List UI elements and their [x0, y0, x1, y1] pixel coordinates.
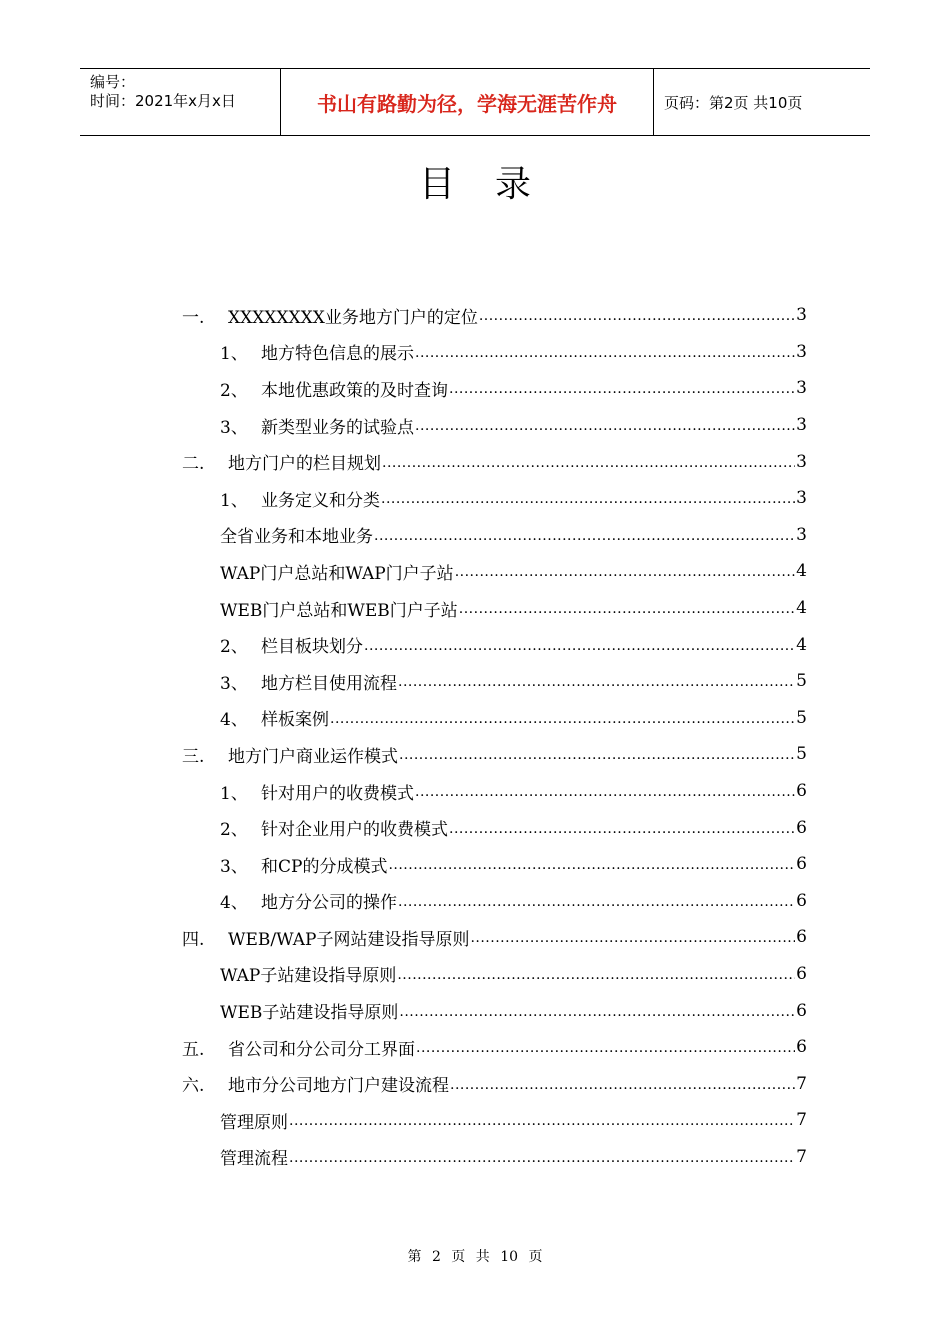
toc-entry[interactable]	[0, 919, 950, 956]
toc-entry-text: 省公司和分公司分工界面	[228, 1039, 415, 1060]
toc-entry-text: 业务定义和分类	[261, 490, 380, 511]
toc-entry-page: 3	[796, 378, 807, 399]
toc-dot-leader	[415, 781, 795, 801]
toc-entry-page: 6	[796, 890, 807, 911]
toc-entry-page: 5	[796, 744, 807, 765]
toc-dot-leader	[449, 378, 795, 398]
toc-entry-text: 针对企业用户的收费模式	[261, 820, 448, 841]
toc-entry-number: 3、	[220, 856, 248, 877]
toc-dot-leader	[388, 854, 795, 874]
toc-dot-leader	[415, 342, 795, 362]
toc-dot-leader	[364, 635, 795, 655]
toc-entry-number: 四.	[182, 929, 205, 950]
toc-entry[interactable]	[0, 736, 950, 773]
toc-entry-page: 5	[796, 707, 807, 728]
toc-entry-text: 针对用户的收费模式	[261, 783, 414, 804]
toc-entry-text: XXXXXXXX业务地方门户的定位	[228, 307, 478, 328]
toc-entry-number: 2、	[220, 820, 248, 841]
toc-entry[interactable]	[0, 334, 950, 371]
document-title: 目录	[418, 164, 571, 205]
toc-entry[interactable]	[0, 773, 950, 810]
toc-dot-leader	[381, 488, 795, 508]
toc-entry-text: WEB门户总站和WEB门户子站	[220, 600, 458, 621]
toc-entry-number: 2、	[220, 637, 248, 658]
toc-entry-text: WAP子站建设指导原则	[220, 966, 397, 987]
toc-entry-text: 管理原则	[220, 1112, 288, 1133]
toc-entry-page: 4	[796, 561, 807, 582]
toc-dot-leader	[450, 1074, 795, 1094]
toc-entry-text: 和CP的分成模式	[261, 856, 388, 877]
table-of-contents	[0, 297, 950, 1175]
toc-entry-number: 五.	[182, 1039, 205, 1060]
toc-dot-leader	[470, 927, 795, 947]
toc-dot-leader	[449, 818, 795, 838]
header-meta	[80, 69, 281, 135]
toc-dot-leader	[397, 964, 795, 984]
toc-dot-leader	[398, 671, 795, 691]
toc-entry-page: 6	[796, 963, 807, 984]
toc-entry[interactable]	[0, 553, 950, 590]
toc-entry-text: WAP门户总站和WAP门户子站	[220, 563, 454, 584]
toc-dot-leader	[289, 1147, 795, 1167]
header-motto: 书山有路勤为径，学海无涯苦作舟	[281, 69, 654, 135]
header-page-info: 页码：第2页 共10页	[664, 93, 803, 112]
header-number: 编号：	[90, 73, 136, 91]
toc-entry[interactable]	[0, 480, 950, 517]
toc-entry-page: 6	[796, 781, 807, 802]
toc-entry-page: 3	[796, 341, 807, 362]
page-header	[80, 68, 870, 136]
toc-entry[interactable]	[0, 370, 950, 407]
toc-entry-text: 本地优惠政策的及时查询	[261, 380, 448, 401]
toc-entry-number: 3、	[220, 673, 248, 694]
toc-entry-page: 7	[796, 1110, 807, 1131]
toc-entry-text: 地方分公司的操作	[261, 893, 397, 914]
toc-dot-leader	[455, 561, 795, 581]
toc-dot-leader	[459, 598, 795, 618]
toc-entry-page: 6	[796, 854, 807, 875]
toc-entry-page: 4	[796, 634, 807, 655]
toc-entry[interactable]	[0, 846, 950, 883]
toc-entry-number: 二.	[182, 454, 205, 475]
toc-entry-page: 6	[796, 1037, 807, 1058]
toc-entry-number: 4、	[220, 710, 248, 731]
toc-entry-text: 地方门户商业运作模式	[228, 746, 398, 767]
toc-entry[interactable]	[0, 407, 950, 444]
toc-entry[interactable]	[0, 1102, 950, 1139]
toc-entry-number: 六.	[182, 1076, 205, 1097]
toc-entry-number: 1、	[220, 344, 248, 365]
toc-entry-text: 地方门户的栏目规划	[228, 454, 381, 475]
toc-entry-number: 一.	[182, 307, 205, 328]
page-footer: 第 2 页 共 10 页	[407, 1249, 543, 1265]
toc-entry[interactable]	[0, 1029, 950, 1066]
toc-entry-number: 1、	[220, 783, 248, 804]
toc-entry-page: 6	[796, 927, 807, 948]
toc-entry-page: 5	[796, 671, 807, 692]
toc-entry-text: 样板案例	[261, 710, 329, 731]
toc-dot-leader	[399, 744, 795, 764]
toc-entry[interactable]	[0, 883, 950, 920]
toc-entry[interactable]	[0, 992, 950, 1029]
toc-entry-text: 全省业务和本地业务	[220, 527, 373, 548]
toc-entry-number: 4、	[220, 893, 248, 914]
toc-entry-text: 地方特色信息的展示	[261, 344, 414, 365]
toc-entry[interactable]	[0, 297, 950, 334]
toc-entry[interactable]	[0, 956, 950, 993]
toc-entry-text: 新类型业务的试验点	[261, 417, 414, 438]
toc-entry-number: 3、	[220, 417, 248, 438]
toc-entry-page: 3	[796, 305, 807, 326]
toc-dot-leader	[382, 452, 795, 472]
toc-entry-page: 6	[796, 817, 807, 838]
toc-dot-leader	[416, 1037, 795, 1057]
toc-dot-leader	[398, 891, 795, 911]
toc-dot-leader	[330, 708, 795, 728]
toc-entry[interactable]	[0, 663, 950, 700]
toc-dot-leader	[399, 1001, 795, 1021]
toc-entry-number: 2、	[220, 380, 248, 401]
toc-entry-text: 栏目板块划分	[261, 637, 363, 658]
toc-entry-page: 7	[796, 1146, 807, 1167]
toc-entry[interactable]	[0, 1065, 950, 1102]
toc-dot-leader	[479, 305, 795, 325]
toc-dot-leader	[289, 1110, 795, 1130]
toc-entry-number: 1、	[220, 490, 248, 511]
toc-entry-page: 3	[796, 415, 807, 436]
toc-entry-text: WEB/WAP子网站建设指导原则	[228, 929, 470, 950]
toc-entry-page: 3	[796, 524, 807, 545]
toc-entry-page: 7	[796, 1073, 807, 1094]
toc-entry[interactable]	[0, 700, 950, 737]
toc-entry[interactable]	[0, 590, 950, 627]
toc-entry-page: 3	[796, 451, 807, 472]
toc-entry-text: WEB子站建设指导原则	[220, 1003, 399, 1024]
toc-dot-leader	[374, 525, 795, 545]
toc-entry-page: 4	[796, 598, 807, 619]
toc-entry-page: 3	[796, 488, 807, 509]
toc-entry-page: 6	[796, 1000, 807, 1021]
toc-entry[interactable]	[0, 626, 950, 663]
toc-entry-number: 三.	[182, 746, 205, 767]
toc-entry[interactable]	[0, 809, 950, 846]
toc-entry-text: 管理流程	[220, 1149, 288, 1170]
toc-entry[interactable]	[0, 1139, 950, 1176]
toc-entry[interactable]	[0, 517, 950, 554]
header-time: 时间：2021年x月x日	[90, 92, 236, 110]
toc-dot-leader	[415, 415, 795, 435]
toc-entry[interactable]	[0, 443, 950, 480]
toc-entry-text: 地方栏目使用流程	[261, 673, 397, 694]
toc-entry-text: 地市分公司地方门户建设流程	[228, 1076, 449, 1097]
